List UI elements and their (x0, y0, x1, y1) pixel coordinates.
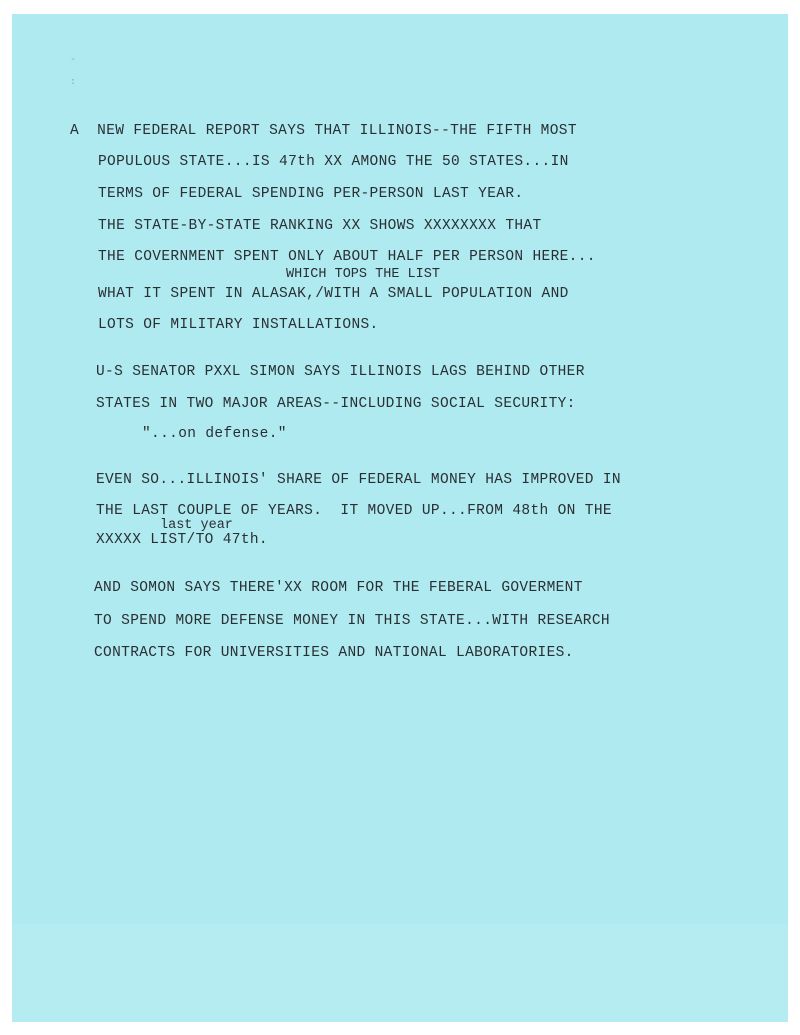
text-line: CONTRACTS FOR UNIVERSITIES AND NATIONAL LABORATORIES. (94, 645, 574, 661)
text-line: TO SPEND MORE DEFENSE MONEY IN THIS STATE...WITH RESEARCH (94, 613, 610, 629)
text-line: THE LAST COUPLE OF YEARS. IT MOVED UP...FROM 48th ON THE (96, 503, 612, 519)
text-line: U-S SENATOR PXXL SIMON SAYS ILLINOIS LAGS BEHIND OTHER (96, 364, 585, 380)
handwritten-insertion: WHICH TOPS THE LIST (286, 267, 440, 282)
text-line: THE STATE-BY-STATE RANKING XX SHOWS XXXXXXXX THAT (98, 218, 542, 234)
handwritten-insertion: last year (160, 518, 233, 533)
text-line: TERMS OF FEDERAL SPENDING PER-PERSON LAST YEAR. (98, 186, 524, 202)
text-line: THE COVERNMENT SPENT ONLY ABOUT HALF PER PERSON HERE... (98, 249, 596, 265)
page-bottom-band (12, 924, 788, 1022)
smudge-mark: - : (70, 54, 77, 87)
text-line: XXXXX LIST/TO 47th. (96, 532, 268, 548)
text-line: WHAT IT SPENT IN ALASAK,/WITH A SMALL POPULATION AND (98, 286, 569, 302)
text-line: "...on defense." (142, 426, 287, 442)
text-line: AND SOMON SAYS THERE'XX ROOM FOR THE FEBERAL GOVERMENT (94, 580, 583, 596)
text-line: LOTS OF MILITARY INSTALLATIONS. (98, 317, 379, 333)
text-line: EVEN SO...ILLINOIS' SHARE OF FEDERAL MONEY HAS IMPROVED IN (96, 472, 621, 488)
text-line: POPULOUS STATE...IS 47th XX AMONG THE 50 STATES...IN (98, 154, 569, 170)
text-line: A NEW FEDERAL REPORT SAYS THAT ILLINOIS--THE FIFTH MOST (70, 123, 577, 139)
text-line: STATES IN TWO MAJOR AREAS--INCLUDING SOCIAL SECURITY: (96, 396, 576, 412)
